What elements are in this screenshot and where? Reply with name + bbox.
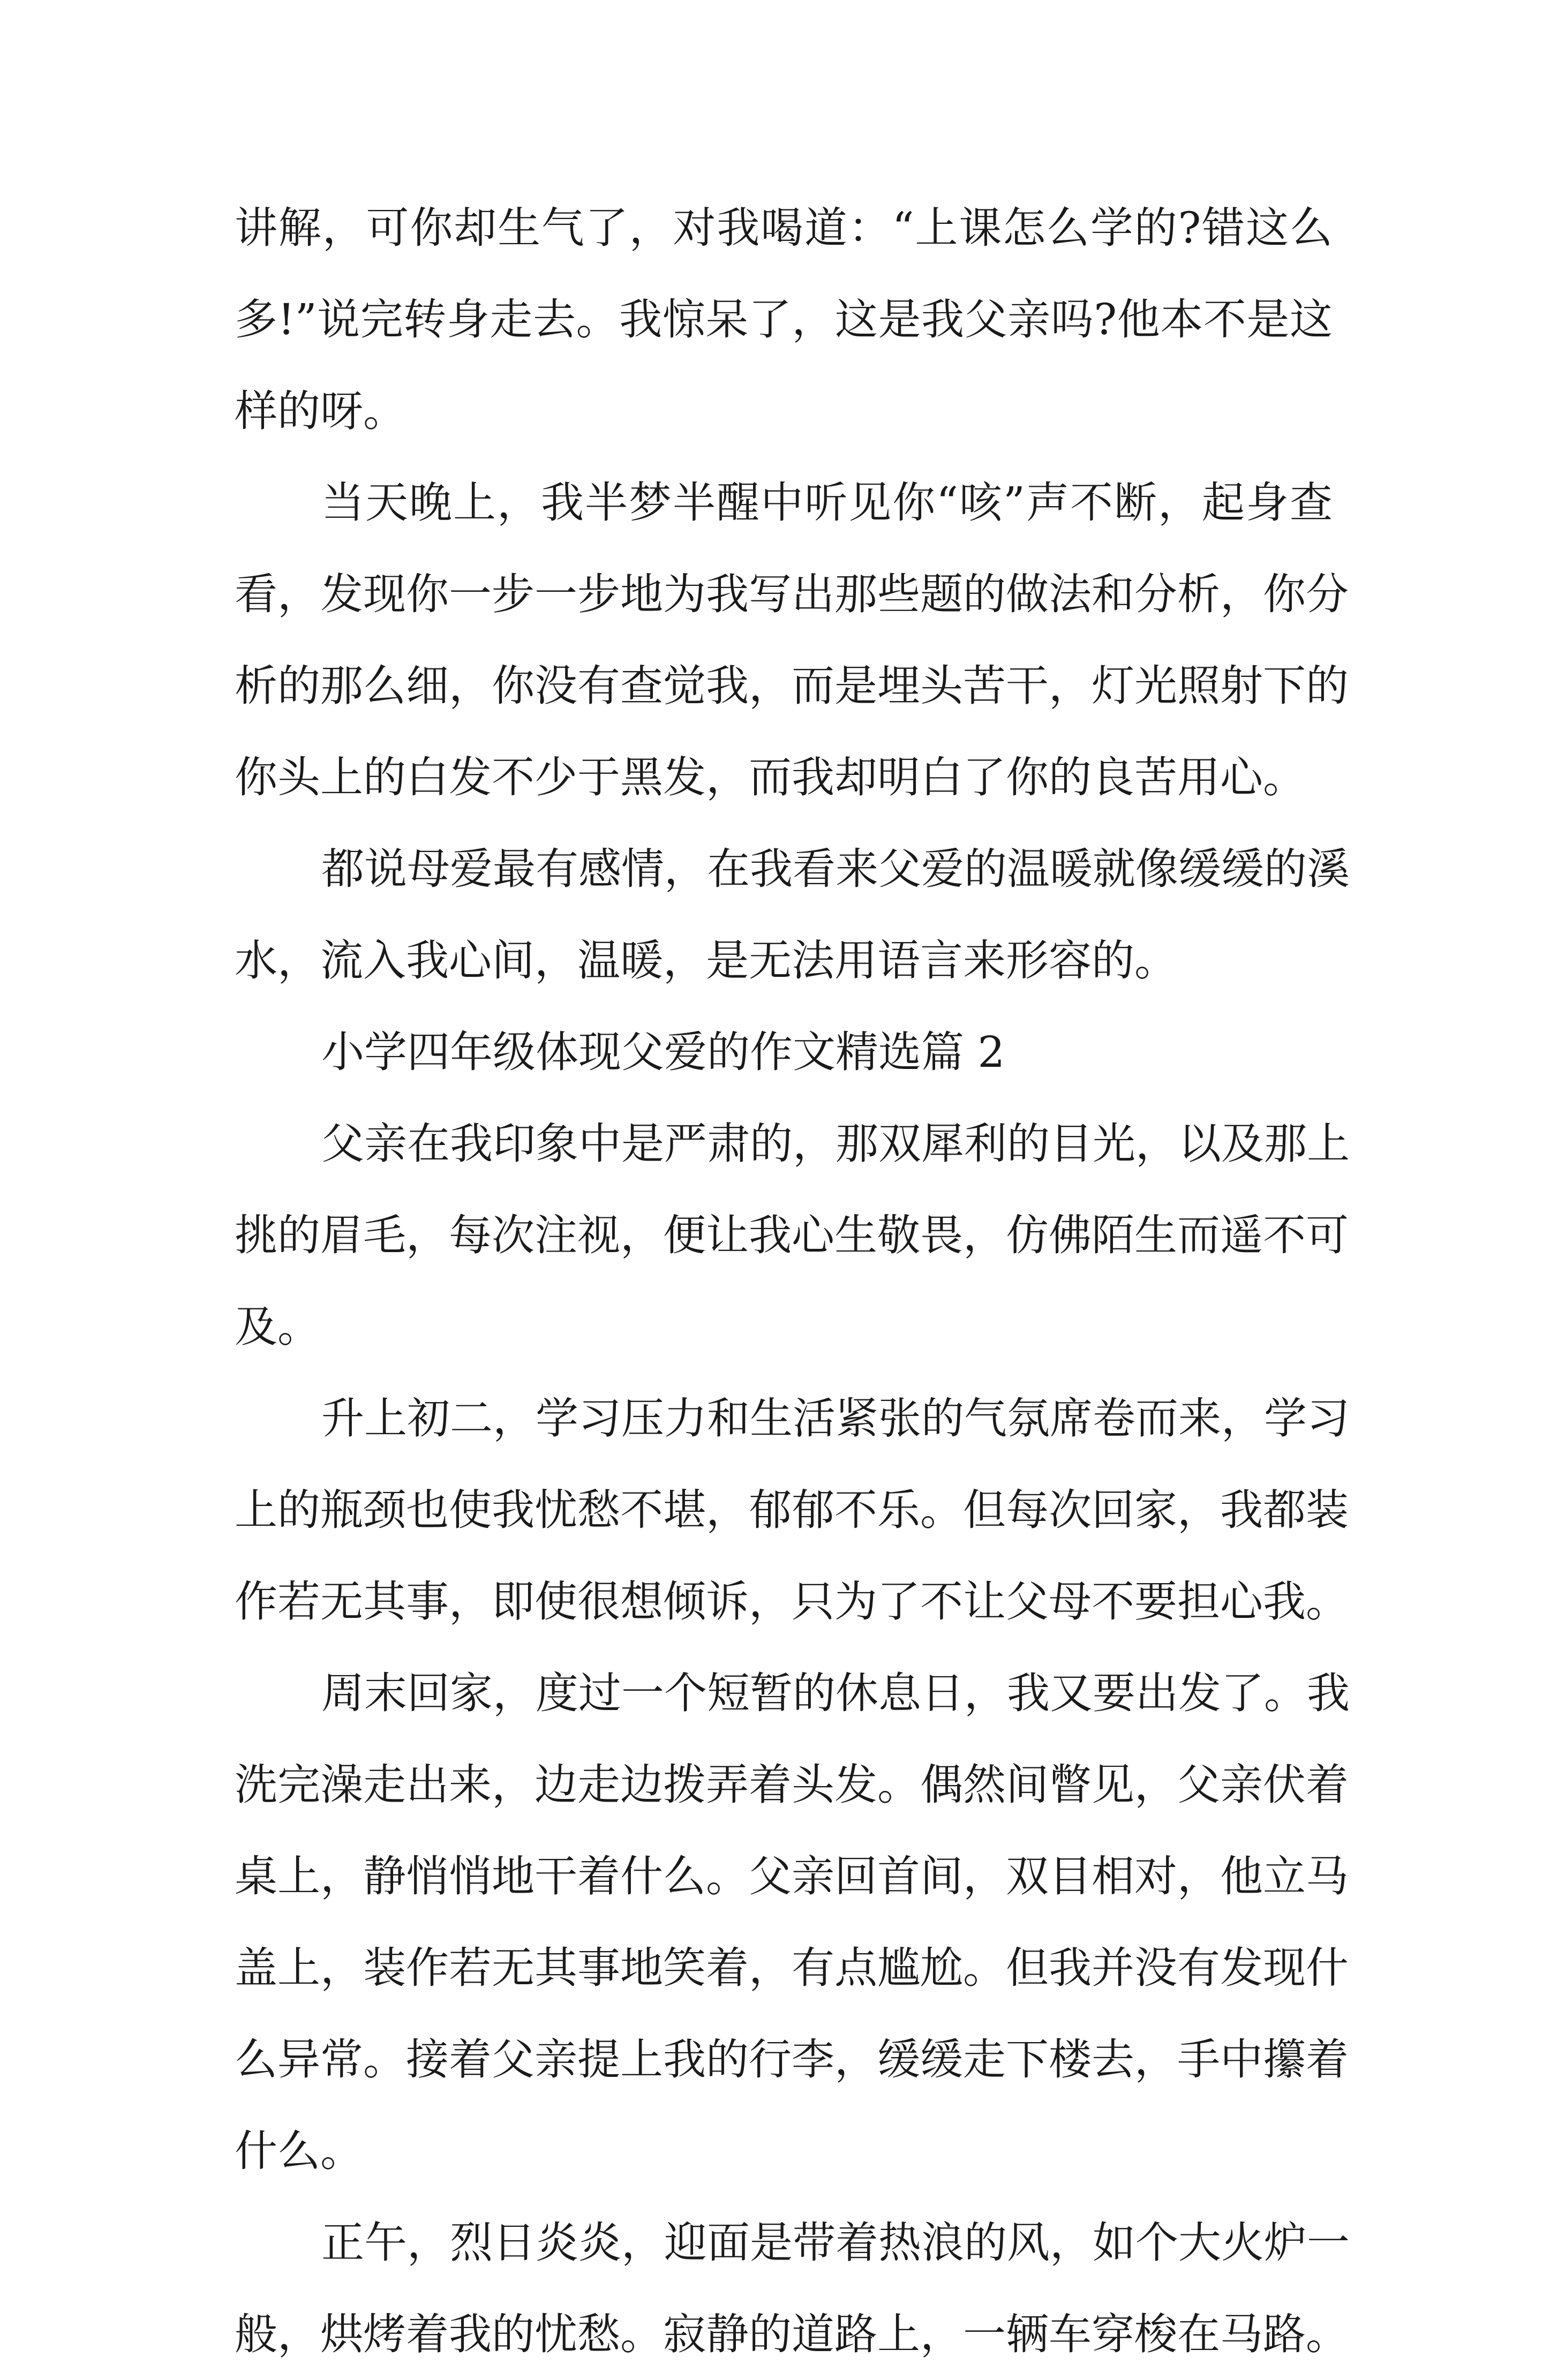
text-line: 水，流入我心间，温暖，是无法用语言来形容的。 [235, 936, 1177, 985]
text-line: 般，烘烤着我的忧愁。寂静的道路上，一辆车穿梭在马路。 [235, 2309, 1349, 2359]
text-line: 析的那么细，你没有查觉我，而是埋头苦干，灯光照射下的 [235, 661, 1349, 711]
text-line: 都说母爱最有感情，在我看来父爱的温暖就像缓缓的溪 [321, 844, 1350, 894]
text-line: 正午，烈日炎炎，迎面是带着热浪的风，如个大火炉一 [321, 2218, 1350, 2268]
text-line: 什么。 [235, 2126, 363, 2176]
text-line: 你头上的白发不少于黑发，而我却明白了你的良苦用心。 [235, 752, 1306, 802]
text-line: 上的瓶颈也使我忧愁不堪，郁郁不乐。但每次回家，我都装 [235, 1485, 1349, 1535]
text-line: 升上初二，学习压力和生活紧张的气氛席卷而来，学习 [321, 1394, 1350, 1443]
text-line: 作若无其事，即使很想倾诉，只为了不让父母不要担心我。 [235, 1577, 1349, 1626]
text-line: 盖上，装作若无其事地笑着，有点尴尬。但我并没有发现什 [235, 1943, 1349, 1993]
text-line: 多!”说完转身走去。我惊呆了，这是我父亲吗?他本不是这 [235, 295, 1333, 344]
text-line: 当天晚上，我半梦半醒中听见你“咳”声不断，起身查 [321, 478, 1333, 528]
text-line: 小学四年级体现父爱的作文精选篇 2 [321, 1027, 1005, 1077]
text-line: 及。 [235, 1302, 320, 1352]
text-line: 桌上，静悄悄地干着什么。父亲回首间，双目相对，他立马 [235, 1851, 1349, 1901]
body-text [235, 182, 1350, 2380]
text-line: 挑的眉毛，每次注视，便让我心生敬畏，仿佛陌生而遥不可 [235, 1210, 1349, 1260]
text-line: 洗完澡走出来，边走边拨弄着头发。偶然间瞥见，父亲伏着 [235, 1760, 1349, 1810]
text-line: 讲解，可你却生气了，对我喝道：“上课怎么学的?错这么 [235, 203, 1333, 253]
text-line: 父亲在我印象中是严肃的，那双犀利的目光，以及那上 [321, 1119, 1350, 1169]
text-line: 周末回家，度过一个短暂的休息日，我又要出发了。我 [321, 1668, 1350, 1718]
text-line: 样的呀。 [235, 386, 406, 436]
text-line: 看，发现你一步一步地为我写出那些题的做法和分析，你分 [235, 569, 1349, 619]
text-line: 么异常。接着父亲提上我的行李，缓缓走下楼去，手中攥着 [235, 2035, 1349, 2084]
